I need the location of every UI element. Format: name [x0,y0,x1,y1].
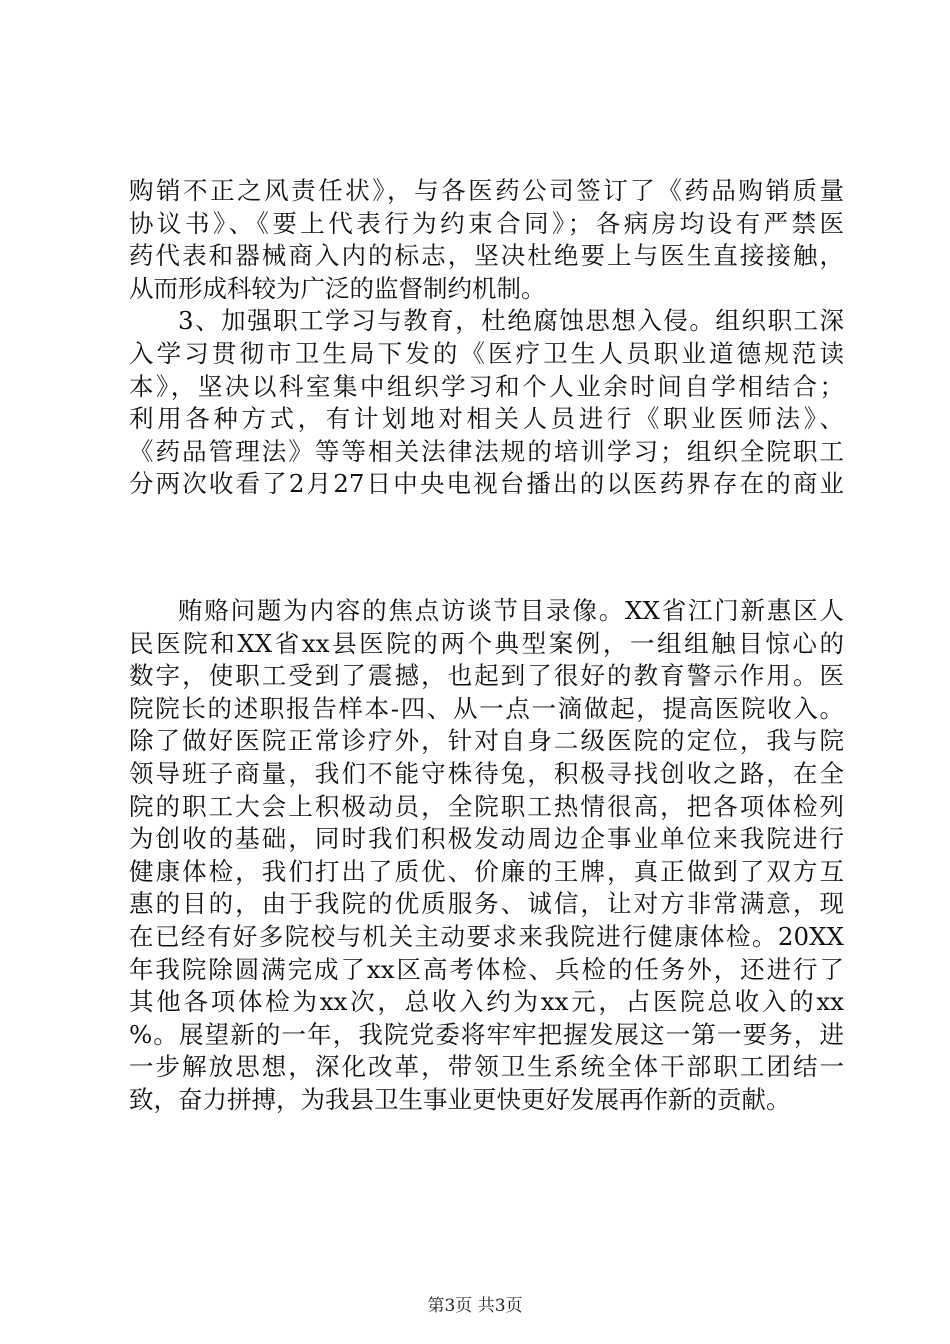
text-line: 民医院和XX省xx县医院的两个典型案例，一组组触目惊心的 [129,628,844,658]
text-line: 《药品管理法》等等相关法律法规的培训学习；组织全院职工 [129,436,844,466]
text-line: 药代表和器械商入内的标志，坚决杜绝要上与医生直接接触， [129,241,844,271]
text-line: 致，奋力拼搏，为我县卫生事业更快更好发展再作新的贡献。 [129,1084,791,1114]
text-block-1 [129,175,844,501]
text-line: 惠的目的，由于我院的优质服务、诚信，让对方非常满意，现 [129,889,844,919]
text-line: 为创收的基础，同时我们积极发动周边企事业单位来我院进行 [129,824,844,854]
text-line: 从而形成科较为广泛的监督制约机制。 [129,273,546,303]
text-line: 其他各项体检为xx次，总收入约为xx元，占医院总收入的xx [129,987,844,1017]
text-line: 年我院除圆满完成了xx区高考体检、兵检的任务外，还进行了 [129,954,844,984]
text-line: %。展望新的一年，我院党委将牢牢把握发展这一第一要务，进 [129,1019,844,1049]
text-line: 本》，坚决以科室集中组织学习和个人业余时间自学相结合； [129,371,844,401]
text-line: 在已经有好多院校与机关主动要求来我院进行健康体检。20XX [129,921,844,951]
page-footer: 第3页 共3页 [427,1296,523,1316]
text-line: 入学习贯彻市卫生局下发的《医疗卫生人员职业道德规范读 [129,338,844,368]
text-line: 分两次收看了2月27日中央电视台播出的以医药界存在的商业 [129,469,844,499]
text-line: 贿赂问题为内容的焦点访谈节目录像。XX省江门新惠区人 [178,596,844,625]
text-line: 利用各种方式，有计划地对相关人员进行《职业医师法》、 [129,404,844,434]
text-line: 除了做好医院正常诊疗外，针对自身二级医院的定位，我与院 [129,726,844,756]
text-line: 一步解放思想，深化改革，带领卫生系统全体干部职工团结一 [129,1052,844,1082]
text-line: 领导班子商量，我们不能守株待兔，积极寻找创收之路，在全 [129,758,844,788]
text-line: 院院长的述职报告样本-四、从一点一滴做起，提高医院收入。 [129,693,844,723]
text-line: 购销不正之风责任状》，与各医药公司签订了《药品购销质量 [129,176,844,205]
text-line: 院的职工大会上积极动员，全院职工热情很高，把各项体检列 [129,791,844,821]
text-line: 数字，使职工受到了震撼，也起到了很好的教育警示作用。医 [129,661,844,691]
text-line: 协议书》、《要上代表行为约束合同》；各病房均设有严禁医 [129,208,844,238]
text-line: 健康体检，我们打出了质优、价廉的王牌，真正做到了双方互 [129,856,844,886]
text-line: 3、加强职工学习与教育，杜绝腐蚀思想入侵。组织职工深 [178,306,844,336]
text-block-2 [129,595,844,1117]
